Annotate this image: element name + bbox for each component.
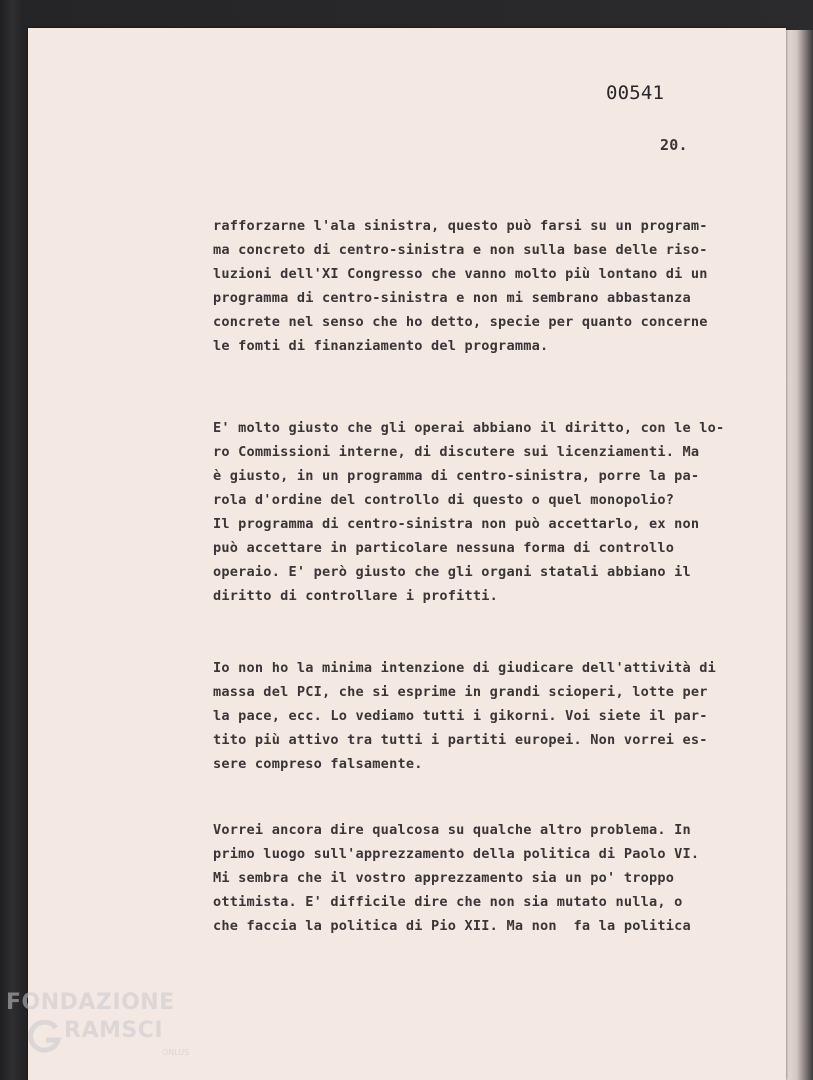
text-line: Io non ho la minima intenzione di giudicare dell'attività di [213, 660, 717, 676]
watermark-line-3: ONLUS [162, 1048, 190, 1057]
text-line: primo luogo sull'apprezzamento della politica di Paolo VI. [213, 846, 700, 862]
text-line: Il programma di centro-sinistra non può accettarlo, ex non [213, 516, 700, 532]
page-edge-shadow [786, 30, 813, 1080]
text-line: tito più attivo tra tutti i partiti europei. Non vorrei es- [213, 732, 708, 748]
watermark-line-1: FONDAZIONE [6, 990, 175, 1015]
text-line: operaio. E' però giusto che gli organi statali abbiano il [213, 564, 691, 580]
text-line: sere compreso falsamente. [213, 756, 423, 772]
gramsci-g-logo-icon [28, 1020, 62, 1054]
paragraph-4 [213, 818, 773, 938]
text-line: Vorrei ancora dire qualcosa su qualche altro problema. In [213, 822, 691, 838]
text-line: può accettare in particolare nessuna forma di controllo [213, 540, 675, 556]
text-line: ottimista. E' difficile dire che non sia mutato nulla, o [213, 894, 683, 910]
text-line: Mi sembra che il vostro apprezzamento sia un po' troppo [213, 870, 675, 886]
page-number: 20. [660, 136, 688, 154]
text-line: diritto di controllare i profitti. [213, 588, 499, 604]
watermark-line-2: RAMSCI [64, 1018, 164, 1043]
text-line: la pace, ecc. Lo vediamo tutti i gikorni. Voi siete il par- [213, 708, 708, 724]
document-number: 00541 [606, 82, 665, 104]
text-line: rola d'ordine del controllo di questo o quel monopolio? [213, 492, 675, 508]
paragraph-1 [213, 214, 773, 358]
paragraph-3 [213, 656, 773, 776]
fondazione-gramsci-watermark [2, 990, 202, 1070]
text-line: che faccia la politica di Pio XII. Ma non fa la politica [213, 918, 691, 934]
text-line: E' molto giusto che gli operai abbiano il diritto, con le lo- [213, 420, 725, 436]
text-line: concrete nel senso che ho detto, specie per quanto concerne [213, 314, 708, 330]
text-line: rafforzarne l'ala sinistra, questo può farsi su un program- [213, 218, 708, 234]
text-line: programma di centro-sinistra e non mi sembrano abbastanza [213, 290, 691, 306]
text-line: le fomti di finanziamento del programma. [213, 338, 549, 354]
text-line: ma concreto di centro-sinistra e non sulla base delle riso- [213, 242, 708, 258]
text-line: luzioni dell'XI Congresso che vanno molto più lontano di un [213, 266, 708, 282]
text-line: ro Commissioni interne, di discutere sui licenziamenti. Ma [213, 444, 700, 460]
paragraph-2 [213, 416, 773, 608]
text-line: massa del PCI, che si esprime in grandi scioperi, lotte per [213, 684, 708, 700]
text-line: è giusto, in un programma di centro-sinistra, porre la pa- [213, 468, 700, 484]
